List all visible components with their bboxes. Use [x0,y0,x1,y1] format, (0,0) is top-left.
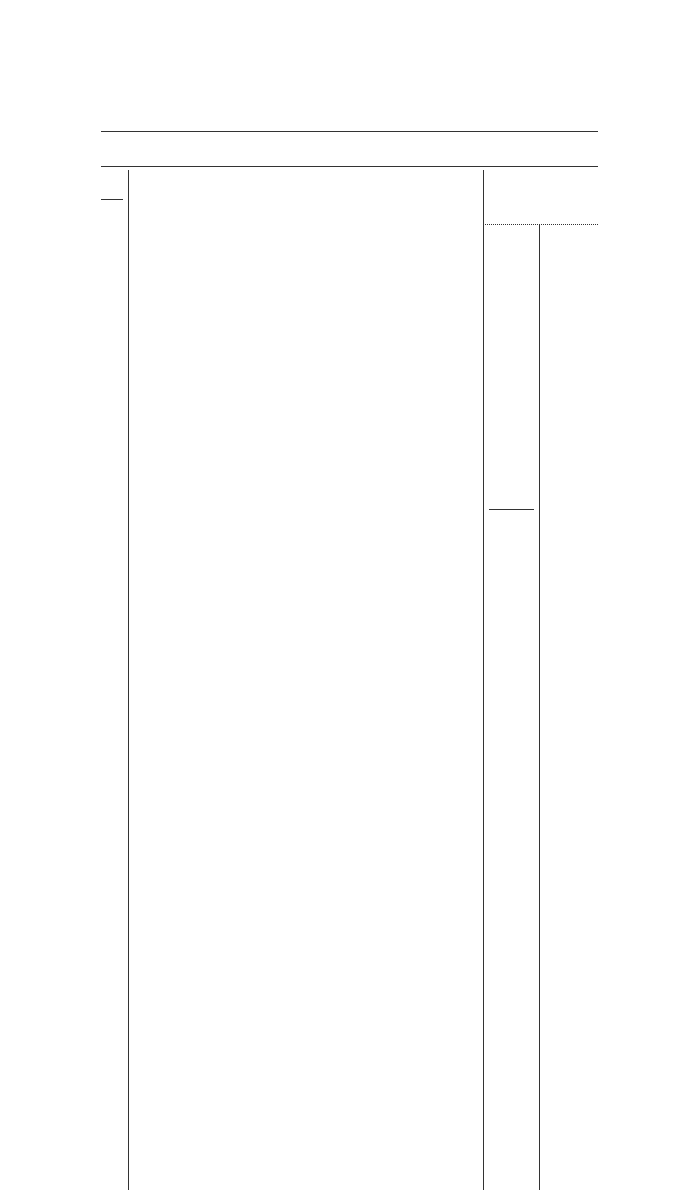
table-top-rule [101,166,598,167]
subtotal-rule [489,509,534,510]
title-rule [101,131,598,132]
electoral-officers-label [243,585,252,595]
year-header-rule [483,224,598,225]
amount-column-divider [483,170,484,1190]
total-column-divider [539,225,540,1190]
total-vote-4-label [266,506,277,519]
officers-label [230,281,253,291]
item-column-divider [128,170,129,1190]
item-header-rule [101,199,123,200]
